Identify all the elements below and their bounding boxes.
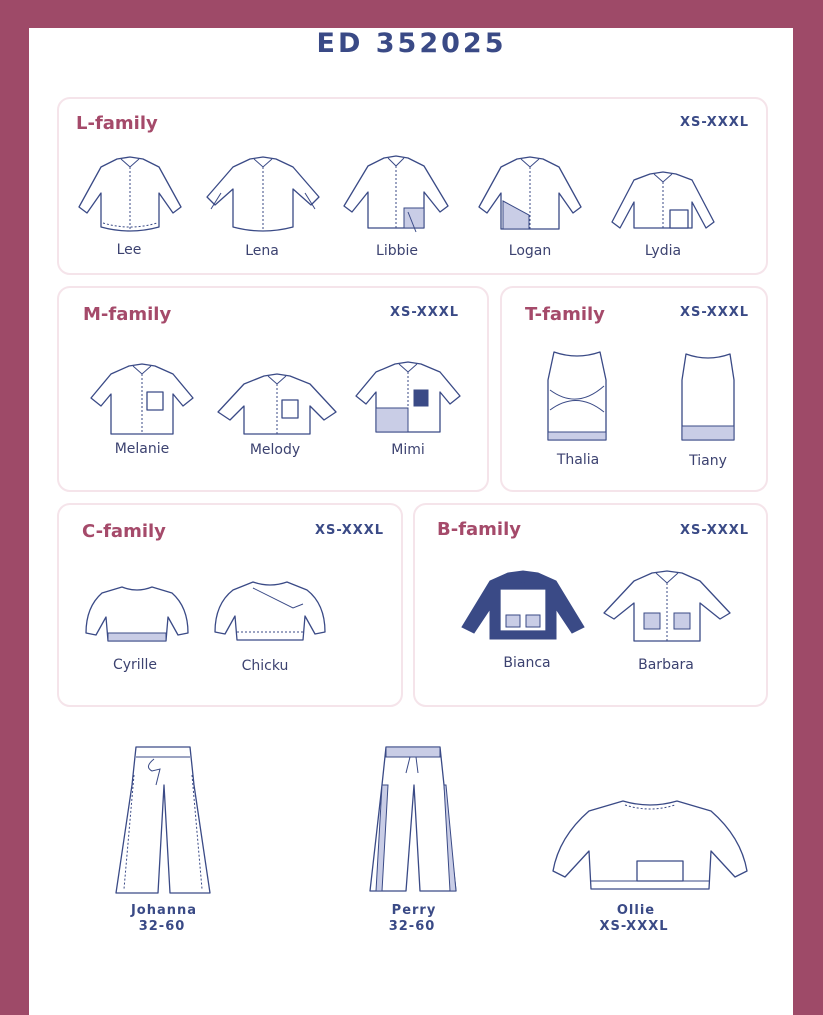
johanna-trousers-drawing bbox=[114, 745, 212, 897]
barbara-jacket-drawing bbox=[602, 569, 732, 645]
item-label-mimi: Mimi bbox=[391, 442, 425, 458]
cyrille-sweater-drawing bbox=[84, 583, 190, 645]
bottom-sizes-johanna: 32-60 bbox=[138, 919, 186, 934]
perry-trousers-drawing bbox=[366, 745, 460, 895]
melody-shirt-drawing bbox=[216, 372, 338, 438]
bianca-jacket-drawing bbox=[460, 569, 586, 643]
item-label-tiany: Tiany bbox=[689, 453, 727, 469]
bottom-label-ollie: Ollie bbox=[616, 903, 656, 918]
lena-shirt-drawing bbox=[205, 153, 321, 235]
l-family-label: L-family bbox=[76, 113, 158, 134]
mimi-shirt-drawing bbox=[354, 360, 462, 436]
melanie-shirt-drawing bbox=[89, 362, 195, 438]
item-label-logan: Logan bbox=[508, 243, 552, 259]
c-family-label: C-family bbox=[82, 521, 166, 542]
item-label-melody: Melody bbox=[249, 442, 301, 458]
logan-shirt-drawing bbox=[477, 153, 583, 235]
ollie-sweater-drawing bbox=[551, 797, 749, 893]
item-label-lydia: Lydia bbox=[644, 243, 682, 259]
item-label-lee: Lee bbox=[116, 242, 142, 258]
bottom-label-johanna: Johanna bbox=[130, 903, 198, 918]
item-label-chicku: Chicku bbox=[241, 658, 289, 674]
t-family-sizes: XS-XXXL bbox=[680, 305, 750, 320]
lee-shirt-drawing bbox=[77, 153, 183, 233]
b-family-label: B-family bbox=[437, 519, 521, 540]
c-family-sizes: XS-XXXL bbox=[315, 523, 385, 538]
item-label-melanie: Melanie bbox=[114, 441, 170, 457]
item-label-lena: Lena bbox=[245, 243, 279, 259]
chicku-sweater-drawing bbox=[213, 578, 327, 644]
item-label-thalia: Thalia bbox=[556, 452, 600, 468]
l-family-sizes: XS-XXXL bbox=[680, 115, 750, 130]
item-label-bianca: Bianca bbox=[503, 655, 551, 671]
m-family-sizes: XS-XXXL bbox=[390, 305, 460, 320]
libbie-shirt-drawing bbox=[342, 152, 450, 234]
bottom-sizes-perry: 32-60 bbox=[388, 919, 436, 934]
item-label-cyrille: Cyrille bbox=[112, 657, 158, 673]
b-family-sizes: XS-XXXL bbox=[680, 523, 750, 538]
lydia-shirt-drawing bbox=[610, 170, 716, 234]
m-family-label: M-family bbox=[83, 304, 172, 325]
thalia-top-drawing bbox=[544, 350, 610, 444]
bottom-label-perry: Perry bbox=[391, 903, 437, 918]
page-title: ED 352025 bbox=[316, 28, 507, 59]
item-label-barbara: Barbara bbox=[638, 657, 694, 673]
t-family-label: T-family bbox=[525, 304, 605, 325]
item-label-libbie: Libbie bbox=[376, 243, 418, 259]
bottom-sizes-ollie: XS-XXXL bbox=[599, 919, 669, 934]
tiany-top-drawing bbox=[678, 352, 738, 444]
